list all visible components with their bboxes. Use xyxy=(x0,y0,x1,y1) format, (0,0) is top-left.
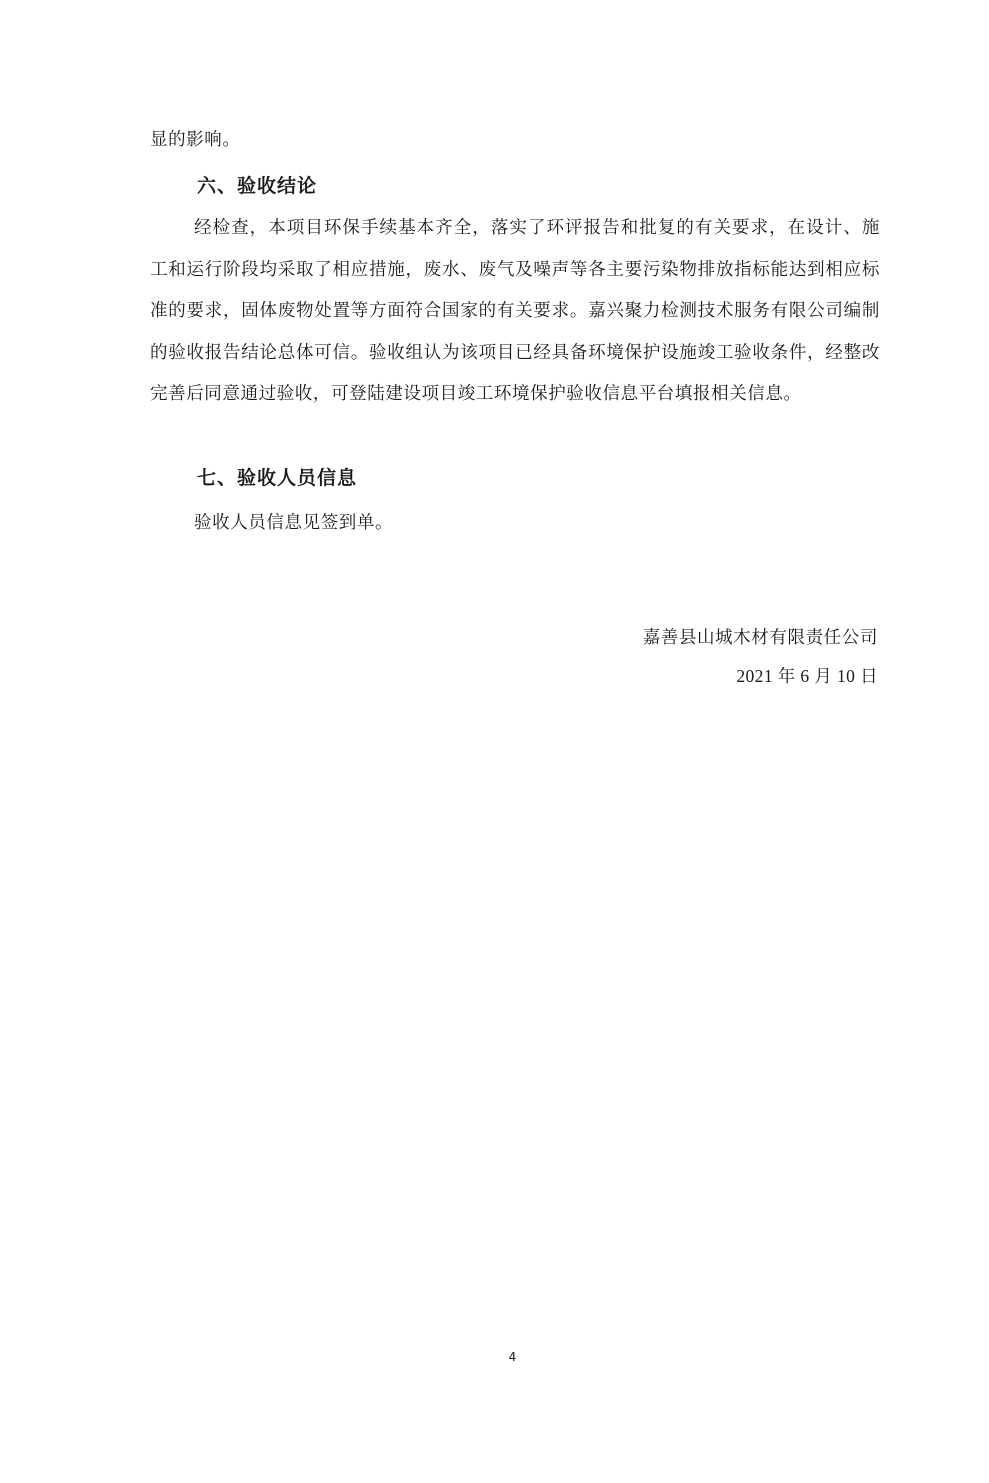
acceptance-personnel-paragraph: 验收人员信息见签到单。 xyxy=(194,513,394,533)
section-heading-acceptance-conclusion: 六、验收结论 xyxy=(197,175,318,197)
signature-company: 嘉善县山城木材有限责任公司 xyxy=(642,628,878,648)
page-number: 4 xyxy=(508,1350,517,1364)
continuation-text: 显的影响。 xyxy=(150,130,241,150)
acceptance-conclusion-paragraph: 经检查，本项目环保手续基本齐全，落实了环评报告和批复的有关要求，在设计、施工和运行阶段均采取了相应措施，废水、废气及噪声等各主要污染物排放指标能达到相应标准的要求，固体废物处置等方面符合国家的有关要求。嘉兴聚力检测技术服务有限公司编制的验收报告结论总体可信。验收组认为该项目已经具备环境保护设施竣工验收条件，经整改完善后同意通过验收，可登陆建设项目竣工环境保护验收信息平台填报相关信息。 xyxy=(150,218,880,404)
signature-date: 2021 年 6 月 10 日 xyxy=(736,666,878,686)
section-heading-acceptance-personnel: 七、验收人员信息 xyxy=(197,467,358,489)
